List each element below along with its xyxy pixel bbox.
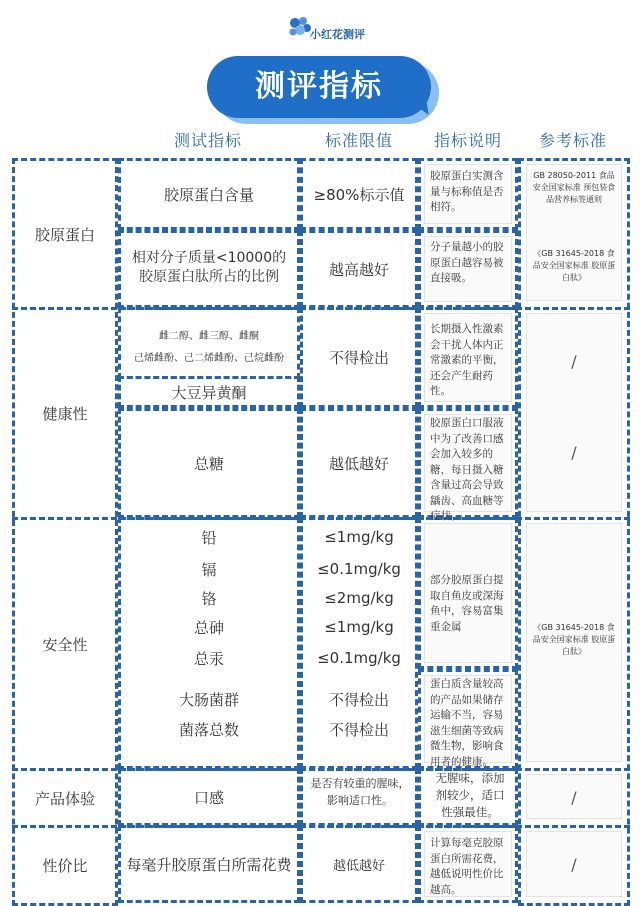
category-health: 健康性 bbox=[42, 405, 88, 423]
limit-cost-per-ml: 越低越好 bbox=[332, 858, 385, 874]
item-soy-isoflavone: 大豆异黄酮 bbox=[171, 383, 247, 402]
desc-hormones: 长期摄入性激素会干扰人体内正常激素的平衡，还会产生耐药性。 bbox=[430, 323, 504, 397]
ref-cost-per-ml: / bbox=[571, 854, 577, 874]
header-item: 测试指标 bbox=[173, 131, 242, 150]
ref-taste: / bbox=[571, 787, 577, 807]
desc-taste: 无腥味，添加剂较少，适口性强最佳。 bbox=[435, 771, 505, 819]
ref-total-sugar: / bbox=[571, 442, 577, 462]
header-limit: 标准限值 bbox=[324, 131, 393, 150]
brand-name: 小红花测评 bbox=[310, 28, 365, 41]
flower-icon bbox=[288, 16, 312, 38]
category-value: 性价比 bbox=[42, 856, 88, 875]
item-cost-per-ml: 每毫升胶原蛋白所需花费 bbox=[126, 855, 292, 874]
item-lead: 铅 bbox=[201, 528, 217, 547]
desc-protein-content: 胶原蛋白实测含量与标称值是否相符。 bbox=[430, 170, 504, 213]
item-mercury: 总汞 bbox=[193, 649, 224, 668]
item-coliform: 大肠菌群 bbox=[178, 690, 239, 709]
item-hormones-line1: 雌二醇、雌三醇、雌酮 bbox=[159, 331, 259, 342]
ref-peptide-ratio: 《GB 31645-2018 食品安全国家标准 胶原蛋白肽》 bbox=[532, 249, 616, 282]
ref-protein-content: GB 28050-2011 食品安全国家标准 预包装食品营养标签通则 bbox=[532, 171, 616, 204]
item-taste: 口感 bbox=[193, 788, 224, 807]
desc-heavy-metals: 部分胶原蛋白提取自鱼皮或深海鱼中，容易富集重金属 bbox=[430, 574, 504, 633]
item-hormones bbox=[121, 326, 297, 370]
category-safety: 安全性 bbox=[42, 635, 88, 654]
item-peptide-line2: 胶原蛋白肽所占的比例 bbox=[139, 269, 279, 285]
limit-taste: 是否有较重的腥味，影响适口性。 bbox=[310, 777, 410, 807]
item-cadmium: 镉 bbox=[201, 560, 217, 579]
limit-peptide-ratio: 越高越好 bbox=[328, 260, 389, 279]
header-ref: 参考标准 bbox=[538, 131, 607, 150]
limit-arsenic: ≤1mg/kg bbox=[324, 618, 394, 636]
limit-chromium: ≤2mg/kg bbox=[324, 589, 394, 607]
ref-safety: 《GB 31645-2018 食品安全国家标准 胶原蛋白肽》 bbox=[532, 623, 616, 656]
ref-hormones: / bbox=[571, 351, 577, 371]
item-chromium: 铬 bbox=[201, 589, 217, 608]
desc-microbes: 蛋白质含量较高的产品如果储存运输不当，容易滋生细菌等致病微生物，影响食用者的健康。 bbox=[430, 678, 504, 768]
limit-coliform: 不得检出 bbox=[328, 690, 389, 709]
item-colony-count: 菌落总数 bbox=[178, 720, 239, 739]
limit-total-sugar: 越低越好 bbox=[328, 454, 389, 473]
item-total-sugar: 总糖 bbox=[193, 454, 224, 473]
desc-peptide-ratio: 分子量越小的胶原蛋白越容易被直接吸。 bbox=[430, 241, 504, 284]
item-protein-content: 胶原蛋白含量 bbox=[163, 185, 254, 204]
category-protein: 胶原蛋白 bbox=[34, 225, 95, 244]
limit-protein-content: ≥80%标示值 bbox=[313, 185, 405, 204]
limit-hormones: 不得检出 bbox=[328, 349, 389, 367]
desc-total-sugar: 胶原蛋白口服液中为了改善口感会加入较多的糖，每日摄入糖含量过高会导致龋齿、高血糖等症状。 bbox=[430, 417, 504, 522]
page-title: 测评指标 bbox=[255, 69, 383, 104]
header-desc: 指标说明 bbox=[433, 131, 502, 150]
limit-mercury: ≤0.1mg/kg bbox=[317, 649, 401, 667]
item-peptide-ratio bbox=[121, 249, 297, 287]
brand-logo bbox=[288, 12, 368, 42]
item-arsenic: 总砷 bbox=[193, 618, 224, 637]
category-experience: 产品体验 bbox=[34, 789, 95, 808]
limit-colony-count: 不得检出 bbox=[328, 720, 389, 739]
item-hormones-line2: 己烯雌酚、己二烯雌酚、己烷雌酚 bbox=[134, 353, 284, 364]
limit-cadmium: ≤0.1mg/kg bbox=[317, 560, 401, 578]
desc-cost-per-ml: 计算每毫克胶原蛋白所需花费，越低说明性价比越高。 bbox=[430, 837, 504, 896]
item-peptide-line1: 相对分子质量<10000的 bbox=[131, 250, 287, 266]
limit-lead: ≤1mg/kg bbox=[324, 528, 394, 546]
